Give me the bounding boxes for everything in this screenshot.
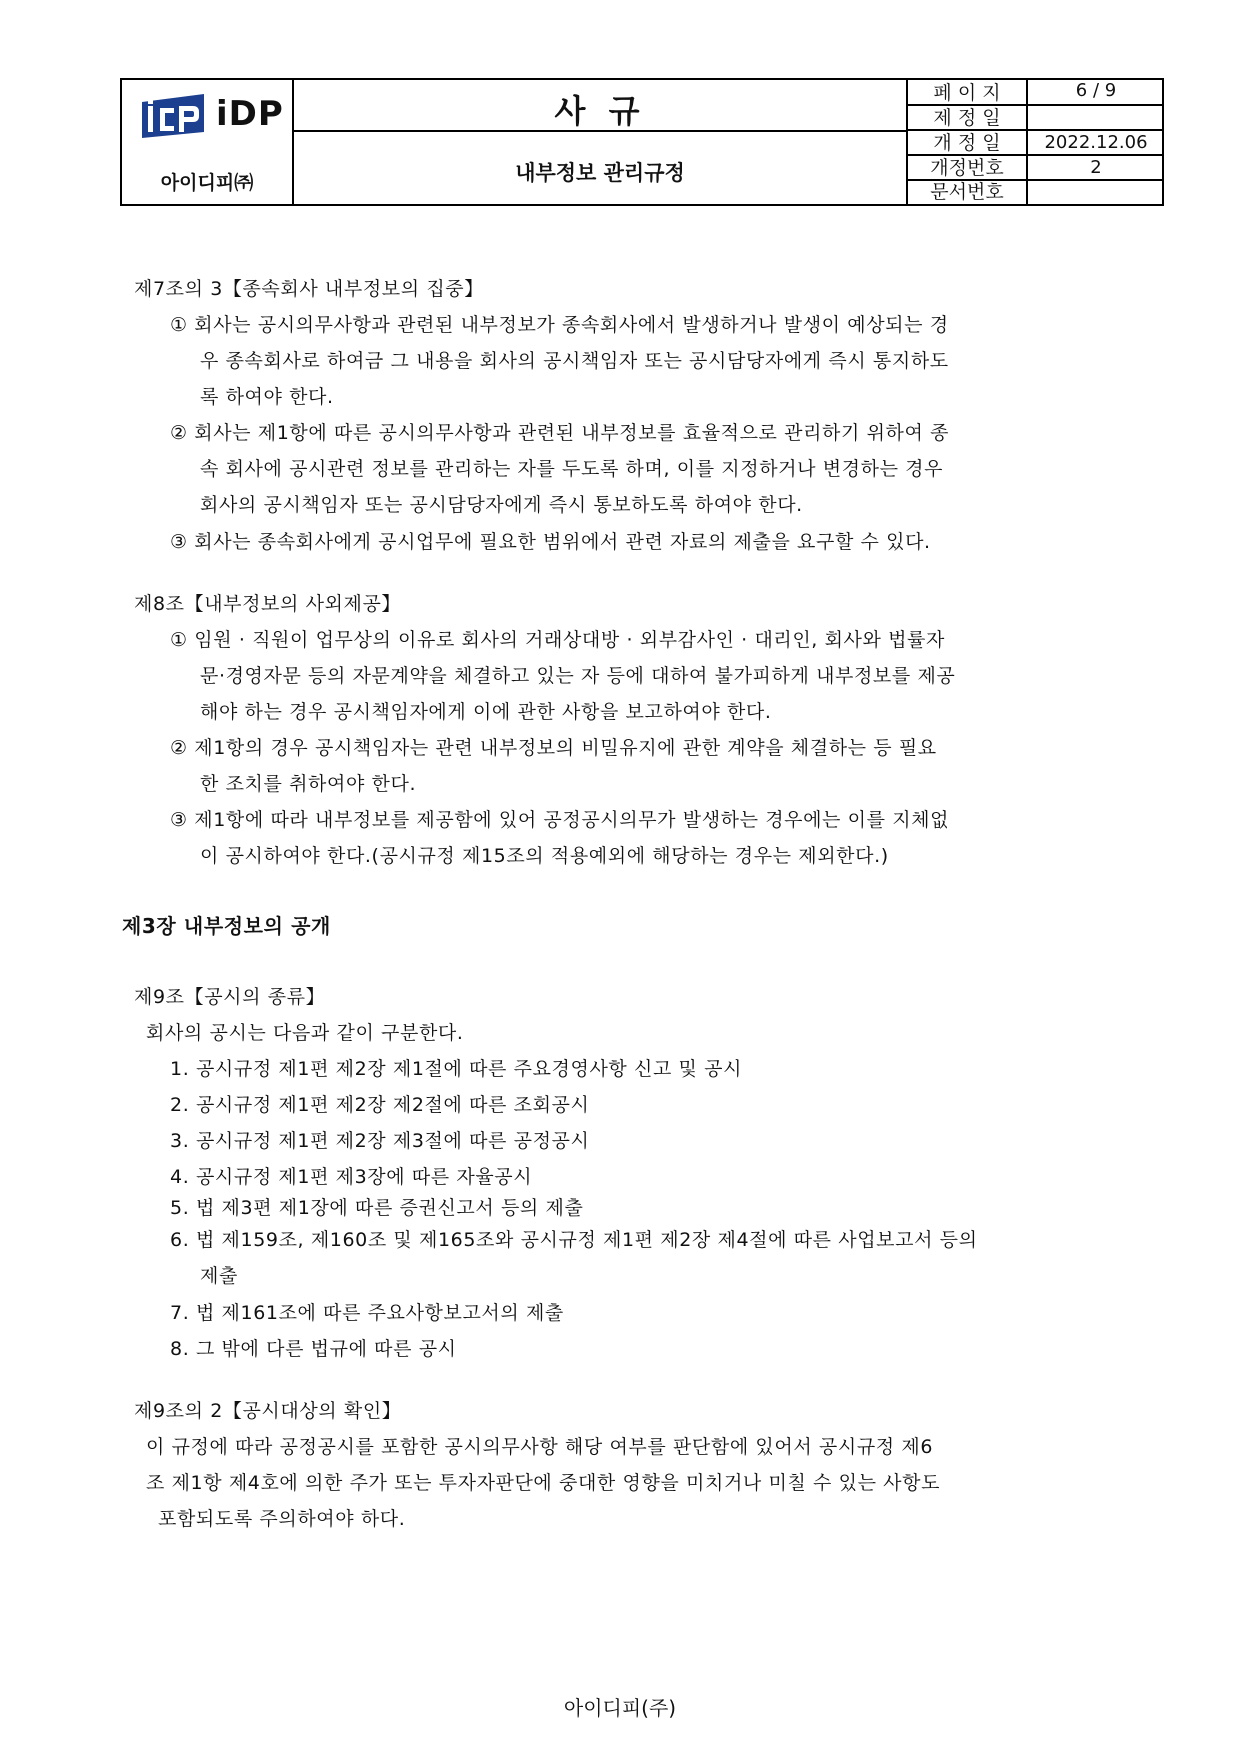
paragraph-line: 이 규정에 따라 공정공시를 포함한 공시의무사항 해당 여부를 판단함에 있어서 공시규정 제6 [146,1436,934,1458]
list-item: 5. 법 제3편 제1장에 따른 증권신고서 등의 제출 [170,1197,584,1219]
paragraph-line: 포함되도록 주의하여야 하다. [158,1508,406,1530]
meta-value-doc-no [1028,179,1164,205]
document-header-table [120,78,1164,206]
meta-value-enacted [1028,105,1164,131]
paragraph-line: 한 조치를 취하여야 한다. [200,773,417,795]
meta-value-revised: 2022.12.06 [1044,132,1148,153]
list-item: 6. 법 제159조, 제160조 및 제165조와 공시규정 제1편 제2장 제4절에 따른 사업보고서 등의 [170,1229,978,1251]
meta-value-page: 6 / 9 [1075,80,1117,101]
article-heading: 제9조【공시의 종류】 [134,986,326,1008]
list-item: 3. 공시규정 제1편 제2장 제3절에 따른 공정공시 [170,1130,590,1152]
company-name: 아이디피㈜ [160,172,254,194]
paragraph-line: 해야 하는 경우 공시책임자에게 이에 관한 사항을 보고하여야 한다. [200,701,772,723]
meta-label-enacted: 제 정 일 [933,107,1001,129]
meta-label-doc-no: 문서번호 [930,181,1004,203]
list-item: 제출 [200,1265,238,1287]
list-item: 8. 그 밖에 다른 법규에 따른 공시 [170,1338,457,1360]
paragraph-line: 이 공시하여야 한다.(공시규정 제15조의 적용예외에 해당하는 경우는 제외한다.) [200,845,889,867]
list-item: 7. 법 제161조에 따른 주요사항보고서의 제출 [170,1302,564,1324]
paragraph-line: 속 회사에 공시관련 정보를 관리하는 자를 두도록 하며, 이를 지정하거나 변경하는 경우 [200,458,944,480]
paragraph-line: ② 제1항의 경우 공시책임자는 관련 내부정보의 비밀유지에 관한 계약을 체결하는 등 필요 [170,737,937,759]
meta-label-revision-no: 개정번호 [930,157,1004,179]
paragraph-line: ① 회사는 공시의무사항과 관련된 내부정보가 종속회사에서 발생하거나 발생이 예상되는 경 [170,314,949,336]
article-heading: 제9조의 2【공시대상의 확인】 [134,1400,402,1422]
company-logo-icon [138,92,208,140]
paragraph-line: 회사의 공시책임자 또는 공시담당자에게 즉시 통보하도록 하여야 한다. [200,494,803,516]
page-footer-company: 아이디피(주) [563,1696,677,1720]
list-item: 1. 공시규정 제1편 제2장 제1절에 따른 주요경영사항 신고 및 공시 [170,1058,743,1080]
paragraph-line: 우 종속회사로 하여금 그 내용을 회사의 공시책임자 또는 공시담당자에게 즉시 통지하도 [200,350,949,372]
logo-wordmark: iDP [216,94,284,134]
logo-cell [122,80,292,204]
paragraph-line: ① 임원 · 직원이 업무상의 이유로 회사의 거래상대방 · 외부감사인 · 대리인, 회사와 법률자 [170,629,945,651]
paragraph-line: 문·경영자문 등의 자문계약을 체결하고 있는 자 등에 대하여 불가피하게 내부정보를 제공 [200,665,956,687]
document-category-title: 사 규 [554,92,646,130]
document-title: 내부정보 관리규정 [515,161,685,185]
article-heading: 제8조【내부정보의 사외제공】 [134,593,402,615]
meta-value-revision-no: 2 [1090,157,1102,178]
paragraph-line: 조 제1항 제4호에 의한 주가 또는 투자자판단에 중대한 영향을 미치거나 미칠 수 있는 사항도 [146,1472,941,1494]
paragraph-line: 회사의 공시는 다음과 같이 구분한다. [146,1022,464,1044]
list-item: 4. 공시규정 제1편 제3장에 따른 자율공시 [170,1166,533,1188]
chapter-heading: 제3장 내부정보의 공개 [122,914,331,938]
paragraph-line: ② 회사는 제1항에 따른 공시의무사항과 관련된 내부정보를 효율적으로 관리하기 위하여 종 [170,422,950,444]
paragraph-line: ③ 제1항에 따라 내부정보를 제공함에 있어 공정공시의무가 발생하는 경우에는 이를 지체없 [170,809,950,831]
paragraph-line: ③ 회사는 종속회사에게 공시업무에 필요한 범위에서 관련 자료의 제출을 요구할 수 있다. [170,531,931,553]
meta-label-page: 페 이 지 [933,82,1001,104]
meta-label-revised: 개 정 일 [933,132,1001,154]
paragraph-line: 록 하여야 한다. [200,386,334,408]
list-item: 2. 공시규정 제1편 제2장 제2절에 따른 조회공시 [170,1094,590,1116]
article-heading: 제7조의 3【종속회사 내부정보의 집중】 [134,278,484,300]
